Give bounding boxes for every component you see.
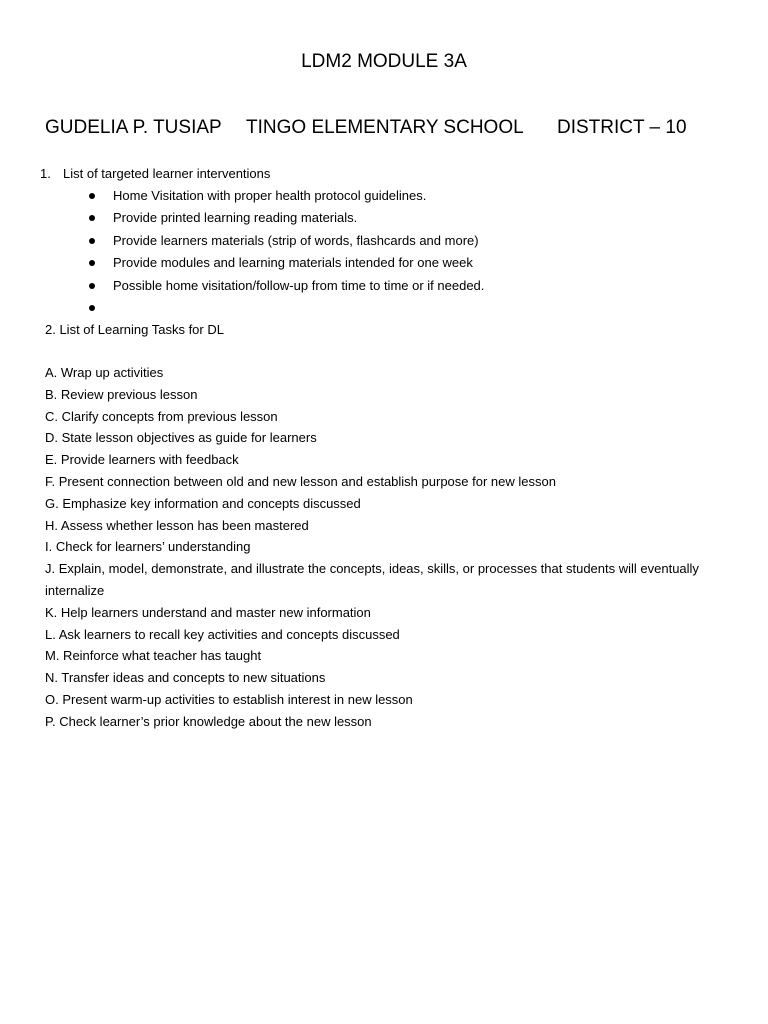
task-item: P. Check learner’s prior knowledge about the new lesson	[45, 713, 372, 729]
bullet-icon	[89, 260, 95, 266]
learning-tasks-heading: 2. List of Learning Tasks for DL	[45, 322, 224, 337]
task-item: D. State lesson objectives as guide for learners	[45, 430, 317, 446]
bullet-icon	[89, 193, 95, 199]
list-item-text: Provide printed learning reading materials.	[113, 210, 358, 226]
learning-tasks-list	[45, 362, 735, 733]
task-item: C. Clarify concepts from previous lesson	[45, 408, 278, 424]
task-item: A. Wrap up activities	[45, 365, 164, 380]
section-heading-text: List of targeted learner interventions	[63, 166, 271, 181]
document-header	[0, 115, 768, 141]
list-item-text: Provide modules and learning materials intended for one week	[113, 255, 473, 271]
teacher-name: GUDELIA P. TUSIAP	[45, 117, 222, 138]
list-item-text: Home Visitation with proper health protocol guidelines.	[113, 187, 427, 203]
interventions-heading	[0, 163, 768, 185]
list-item	[0, 185, 768, 208]
list-item	[0, 252, 768, 275]
list-item	[0, 230, 768, 253]
task-item: O. Present warm-up activities to establish interest in new lesson	[45, 691, 413, 707]
document-title: LDM2 MODULE 3A	[301, 51, 467, 72]
bullet-icon	[89, 305, 95, 311]
task-item: K. Help learners understand and master new information	[45, 604, 371, 620]
list-item-text: Possible home visitation/follow-up from time to time or if needed.	[113, 277, 485, 293]
task-item: G. Emphasize key information and concepts discussed	[45, 495, 361, 511]
list-item-text: Provide learners materials (strip of words, flashcards and more)	[113, 232, 479, 248]
bullet-icon	[89, 283, 95, 289]
task-item: N. Transfer ideas and concepts to new situations	[45, 670, 326, 686]
list-item	[0, 297, 768, 320]
interventions-section	[0, 163, 768, 320]
task-item: E. Provide learners with feedback	[45, 452, 239, 468]
task-item: B. Review previous lesson	[45, 386, 198, 402]
school-name: TINGO ELEMENTARY SCHOOL	[246, 117, 524, 138]
list-item	[0, 207, 768, 230]
bullet-icon	[89, 238, 95, 244]
interventions-list	[0, 185, 768, 320]
task-item: L. Ask learners to recall key activities and concepts discussed	[45, 626, 400, 642]
district-label: DISTRICT – 10	[557, 117, 687, 138]
task-item: J. Explain, model, demonstrate, and illustrate the concepts, ideas, skills, or processes that students will eventually internalize	[45, 561, 699, 598]
bullet-icon	[89, 215, 95, 221]
task-item: F. Present connection between old and new lesson and establish purpose for new lesson	[45, 473, 556, 489]
task-item: M. Reinforce what teacher has taught	[45, 648, 262, 664]
section-number: 1.	[40, 166, 51, 181]
task-item: I. Check for learners’ understanding	[45, 539, 251, 555]
task-item: H. Assess whether lesson has been mastered	[45, 517, 309, 533]
list-item	[0, 275, 768, 298]
